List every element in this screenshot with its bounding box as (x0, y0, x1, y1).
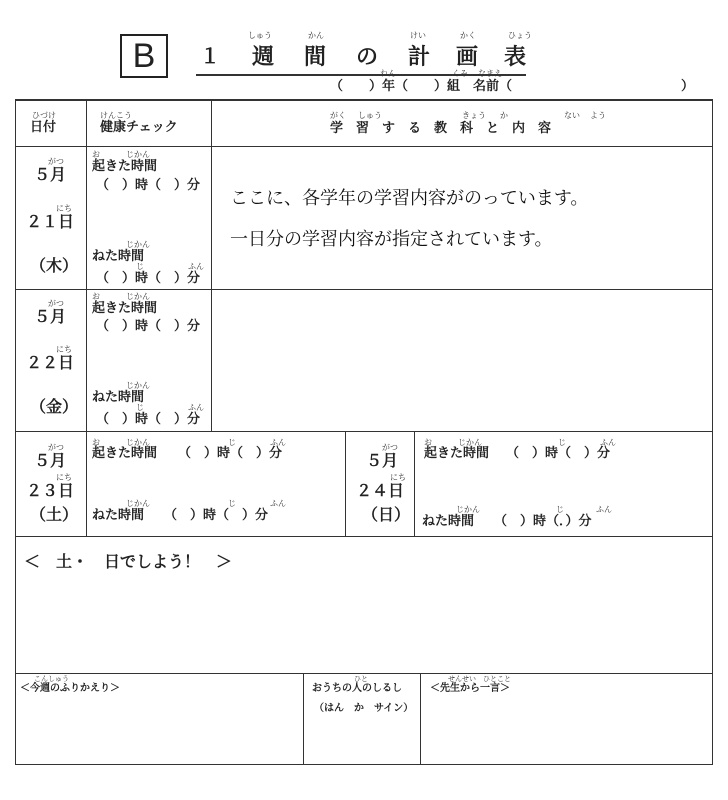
table-rule (15, 99, 713, 101)
common-ruby-ji: じ (556, 505, 564, 514)
table-rule (86, 431, 87, 536)
time-labels-wake: 起きた時間 (92, 446, 158, 461)
sleep-time-field: （ ）時（ ）分 (164, 508, 269, 523)
table-header-study-ruby-nai: ない (564, 111, 580, 120)
header-title-chars-0: １ (200, 44, 220, 68)
footer-parent-sub: （はん か サイン） (314, 703, 414, 714)
header-title-ruby-kaku: かく (460, 31, 476, 40)
header-title-chars-1: 週 (252, 44, 275, 70)
wake-time-field: （ ）時（ ）分 (96, 319, 201, 334)
common-ruby-ji: じ (228, 499, 236, 508)
table-rule (211, 100, 212, 431)
header-title-chars-3: の (356, 44, 379, 70)
footer-reflection-ruby: こんしゅう (34, 675, 69, 683)
content-note-line2: 一日分の学習内容が指定されています。 (230, 229, 553, 250)
common-ruby-nichi: にち (56, 204, 72, 213)
common-ruby-ji: じ (136, 262, 144, 271)
wake-time-field: （ ）時（ ）分 (506, 446, 611, 461)
common-ruby-oki: お (92, 438, 100, 447)
table-rule (712, 99, 713, 765)
table-header-date: 日付 (30, 120, 57, 135)
days-1-weekday: （金） (30, 397, 79, 416)
time-labels-sleep: ねた時間 (92, 508, 145, 523)
common-ruby-jikan: じかん (126, 292, 150, 301)
days-2-month: ５月 (34, 451, 67, 470)
table-rule (15, 673, 713, 674)
table-rule (15, 536, 713, 537)
days-3-weekday: （日） (362, 505, 411, 524)
table-rule (15, 764, 713, 765)
title-underline (196, 74, 526, 76)
common-ruby-jikan: じかん (126, 150, 150, 159)
common-ruby-jikan: じかん (126, 438, 150, 447)
header-title-ruby-shuu: しゅう (248, 31, 272, 40)
table-header-health: 健康チェック (100, 120, 178, 135)
common-ruby-jikan: じかん (458, 438, 482, 447)
footer-parent: おうちの人のしるし (312, 683, 402, 694)
footer-parent-ruby: ひと (354, 675, 368, 683)
table-rule (15, 99, 16, 765)
time-labels-sleep: ねた時間 (92, 249, 145, 264)
common-ruby-nichi: にち (56, 345, 72, 354)
header-student-ruby-kumi: くみ (452, 69, 468, 78)
sleep-time-field: （ ）時（ ）分 (96, 412, 201, 427)
common-ruby-jikan: じかん (126, 381, 150, 390)
common-ruby-oki: お (424, 438, 432, 447)
student-info-line: （ ）年（ ）組 名前（ ） (330, 79, 695, 94)
table-header-date-ruby: ひづけ (32, 111, 56, 120)
common-ruby-jikan: じかん (456, 505, 480, 514)
common-ruby-ji: じ (228, 438, 236, 447)
table-rule (15, 146, 713, 147)
version-badge: B (120, 34, 168, 78)
days-3-day: ２４日 (356, 481, 405, 500)
common-ruby-oki: お (92, 292, 100, 301)
sleep-time-field: （ ）時（．）分 (494, 514, 592, 529)
common-ruby-gatsu: がつ (48, 443, 64, 452)
common-ruby-gatsu: がつ (48, 299, 64, 308)
footer-reflection: ＜今週のふりかえり＞ (20, 683, 120, 694)
common-ruby-ji: じ (558, 438, 566, 447)
common-ruby-jikan: じかん (126, 499, 150, 508)
common-ruby-fun: ふん (270, 438, 286, 447)
days-0-weekday: （木） (30, 256, 79, 275)
table-rule (345, 431, 346, 536)
days-3-month: ５月 (366, 451, 399, 470)
table-rule (303, 673, 304, 765)
table-rule (414, 431, 415, 536)
days-2-weekday: （土） (30, 505, 79, 524)
header-title-chars-2: 間 (304, 44, 327, 70)
common-ruby-gatsu: がつ (382, 443, 398, 452)
common-ruby-nichi: にち (56, 473, 72, 482)
footer-teacher: ＜先生から一言＞ (430, 683, 510, 694)
days-1-month: ５月 (34, 307, 67, 326)
wake-time-field: （ ）時（ ）分 (96, 178, 201, 193)
common-ruby-nichi: にち (390, 473, 406, 482)
time-labels-wake: 起きた時間 (92, 159, 158, 174)
common-ruby-fun: ふん (270, 499, 286, 508)
table-header-study-ruby-ka: か (500, 111, 508, 120)
table-rule (15, 431, 713, 432)
table-header-study-ruby-gaku: がく (330, 111, 346, 120)
wake-time-field: （ ）時（ ）分 (178, 446, 283, 461)
common-ruby-ji: じ (136, 403, 144, 412)
table-header-study-ruby-kyou: きょう (462, 111, 486, 120)
header-title-chars-4: 計 (408, 44, 431, 70)
table-header-study-ruby-you: よう (590, 111, 606, 120)
header-title-ruby-kan: かん (308, 31, 324, 40)
time-labels-wake: 起きた時間 (92, 301, 158, 316)
time-labels-sleep: ねた時間 (422, 514, 475, 529)
weekend-title: ＜ 土・ 日でしよう！ ＞ (24, 552, 233, 571)
table-rule (15, 289, 713, 290)
common-ruby-oki: お (92, 150, 100, 159)
table-header-study: 学 習 す る 教 科 と 内 容 (330, 121, 552, 136)
footer-teacher-ruby: せんせい ひとこと (448, 675, 511, 683)
header-title-ruby-hyou: ひょう (508, 31, 532, 40)
common-ruby-fun: ふん (596, 505, 612, 514)
table-rule (86, 100, 87, 431)
days-2-day: ２３日 (26, 481, 75, 500)
common-ruby-fun: ふん (600, 438, 616, 447)
common-ruby-gatsu: がつ (48, 157, 64, 166)
header-title-ruby-kei: けい (410, 31, 426, 40)
days-0-day: ２１日 (26, 212, 75, 231)
common-ruby-jikan: じかん (126, 240, 150, 249)
content-note-line1: ここに、各学年の学習内容がのっています。 (230, 188, 589, 209)
days-0-month: ５月 (34, 165, 67, 184)
header-title-chars-5: 画 (456, 44, 479, 70)
days-1-day: ２２日 (26, 353, 75, 372)
time-labels-sleep: ねた時間 (92, 390, 145, 405)
common-ruby-fun: ふん (188, 262, 204, 271)
header-title-chars-6: 表 (504, 44, 527, 70)
common-ruby-fun: ふん (188, 403, 204, 412)
table-header-health-ruby: けんこう (100, 111, 132, 120)
sleep-time-field: （ ）時（ ）分 (96, 271, 201, 286)
table-header-study-ruby-shuu: しゅう (358, 111, 382, 120)
table-rule (420, 673, 421, 765)
header-student-ruby-namae: なまえ (478, 69, 502, 78)
header-student-ruby-nen: ねん (380, 69, 396, 78)
time-labels-wake: 起きた時間 (424, 446, 490, 461)
